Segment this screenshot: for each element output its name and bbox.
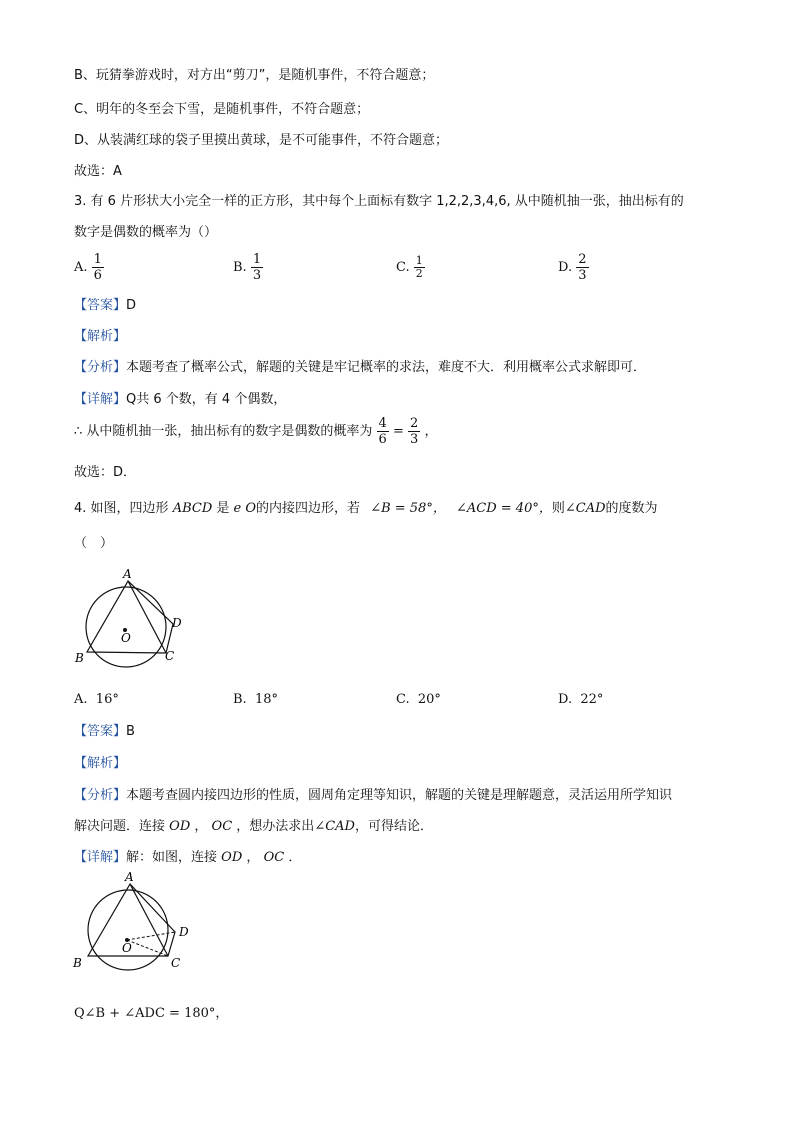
detail-tag: 【详解】 bbox=[74, 850, 127, 865]
numerator: 1 bbox=[252, 252, 262, 267]
option-label: A. bbox=[74, 260, 88, 275]
segment-oc-dashed bbox=[127, 940, 168, 956]
numerator: 1 bbox=[93, 252, 102, 267]
denominator: 3 bbox=[410, 432, 419, 447]
answer-value: B bbox=[126, 724, 135, 739]
fenxi-text: ，可得结论． bbox=[354, 819, 433, 834]
q3-option-c bbox=[396, 255, 425, 280]
denominator: 3 bbox=[252, 268, 262, 283]
segment-od: OD bbox=[169, 819, 191, 834]
angle-acd: ∠ACD = 40°， bbox=[455, 501, 552, 516]
q3-detail-2 bbox=[74, 416, 437, 447]
segment-ac bbox=[128, 581, 166, 653]
angle-b: ∠B = 58°， bbox=[370, 501, 446, 516]
numerator: 1 bbox=[415, 254, 423, 267]
fraction bbox=[92, 252, 104, 283]
label-a: A bbox=[125, 870, 134, 884]
numerator: 4 bbox=[378, 416, 387, 431]
answer-value: D bbox=[126, 298, 137, 313]
denominator: 6 bbox=[378, 432, 387, 447]
stem-text: 的度数为 bbox=[605, 501, 658, 516]
detail-text: Q共 6 个数，有 4 个偶数， bbox=[126, 392, 287, 407]
fraction bbox=[377, 416, 389, 447]
segment-oc: OC bbox=[263, 850, 285, 865]
fenxi-tag: 【分析】 bbox=[74, 360, 127, 375]
q3-choose: 故选：D． bbox=[74, 465, 137, 480]
q3-fenxi bbox=[74, 360, 646, 376]
q4-figure bbox=[70, 566, 190, 674]
answer-tag: 【答案】 bbox=[74, 724, 127, 739]
label-b: B bbox=[73, 956, 82, 970]
stem-text: 4. 如图，四边形 bbox=[74, 501, 169, 516]
option-d-explanation: D、从装满红球的袋子里摸出黄球，是不可能事件，不符合题意； bbox=[74, 133, 449, 148]
fenxi-text: ，想办法求出 bbox=[236, 819, 315, 834]
label-c: C bbox=[171, 956, 181, 970]
option-label: C. bbox=[396, 692, 410, 707]
fraction bbox=[408, 416, 420, 447]
q4-stem-line1 bbox=[74, 501, 658, 517]
fenxi-text: 解决问题．连接 bbox=[74, 819, 166, 834]
option-label: B. bbox=[233, 692, 247, 707]
punctuation: ， bbox=[194, 819, 208, 834]
q3-answer bbox=[74, 298, 136, 314]
option-b-explanation: B、玩猜拳游戏时，对方出“剪刀”，是随机事件，不符合题意； bbox=[74, 68, 435, 83]
segment-od: OD bbox=[221, 850, 243, 865]
circle-name: e O bbox=[233, 501, 257, 516]
option-label: A. bbox=[74, 692, 88, 707]
q3-option-b bbox=[233, 252, 263, 283]
label-b: B bbox=[75, 651, 84, 665]
label-d: D bbox=[172, 616, 182, 630]
q4-final-line: Q∠B + ∠ADC = 180°， bbox=[74, 1006, 229, 1021]
q3-option-d bbox=[558, 252, 589, 283]
q4-analysis-tag bbox=[74, 756, 126, 772]
label-c: C bbox=[165, 649, 175, 663]
option-value: 22° bbox=[580, 692, 604, 707]
circle-o bbox=[86, 587, 166, 667]
punctuation: ， bbox=[246, 850, 260, 865]
q4-option-c bbox=[396, 692, 441, 707]
label-a: A bbox=[123, 567, 132, 581]
detail-text: ∴ 从中随机抽一张，抽出标有的数字是偶数的概率为 bbox=[74, 424, 373, 439]
analysis-tag: 【解析】 bbox=[74, 329, 127, 344]
denominator: 3 bbox=[578, 268, 587, 283]
numerator: 2 bbox=[410, 416, 419, 431]
q4-option-b bbox=[233, 692, 278, 707]
stem-text: 则 bbox=[551, 501, 565, 516]
q4-stem-line2: （ ） bbox=[74, 536, 114, 551]
punctuation: ， bbox=[424, 424, 438, 439]
option-value: 18° bbox=[254, 692, 278, 707]
label-o: O bbox=[122, 941, 132, 955]
q3-analysis-tag bbox=[74, 329, 126, 345]
option-value: 20° bbox=[417, 692, 441, 707]
q4-option-d bbox=[558, 692, 603, 707]
q3-stem-line2: 数字是偶数的概率为（） bbox=[74, 225, 218, 240]
q4-detail bbox=[74, 850, 301, 866]
q4-solution-figure bbox=[70, 870, 195, 978]
option-value: 16° bbox=[95, 692, 119, 707]
q3-option-a bbox=[74, 252, 104, 283]
equals-sign: = bbox=[392, 424, 404, 439]
punctuation: ． bbox=[288, 850, 302, 865]
label-o: O bbox=[121, 631, 131, 645]
stem-text: 是 bbox=[216, 501, 230, 516]
q4-fenxi-line1 bbox=[74, 788, 672, 804]
denominator: 6 bbox=[93, 268, 102, 283]
numerator: 2 bbox=[578, 252, 587, 267]
choice-result: 故选：A bbox=[74, 164, 122, 179]
segment-ac bbox=[130, 884, 168, 956]
quad-name: ABCD bbox=[172, 501, 213, 516]
detail-text: 解：如图，连接 bbox=[126, 850, 218, 865]
fraction bbox=[576, 252, 588, 283]
detail-tag: 【详解】 bbox=[74, 392, 127, 407]
denominator: 2 bbox=[415, 267, 423, 280]
analysis-tag: 【解析】 bbox=[74, 756, 127, 771]
angle-cad: ∠CAD bbox=[564, 501, 606, 516]
fenxi-text: 本题考查圆内接四边形的性质，圆周角定理等知识，解题的关键是理解题意，灵活运用所学知识 bbox=[126, 788, 673, 803]
stem-text: 的内接四边形，若 bbox=[256, 501, 361, 516]
option-label: C. bbox=[396, 260, 410, 275]
option-c-explanation: C、明年的冬至会下雪，是随机事件，不符合题意； bbox=[74, 102, 370, 117]
option-label: D. bbox=[558, 692, 573, 707]
angle-cad: ∠CAD bbox=[314, 819, 355, 834]
fenxi-text: 本题考查了概率公式，解题的关键是牢记概率的求法，难度不大．利用概率公式求解即可． bbox=[126, 360, 647, 375]
fenxi-tag: 【分析】 bbox=[74, 788, 127, 803]
label-d: D bbox=[179, 925, 189, 939]
q4-answer bbox=[74, 724, 135, 740]
option-label: D. bbox=[558, 260, 573, 275]
q3-stem-line1: 3. 有 6 片形状大小完全一样的正方形，其中每个上面标有数字 1,2,2,3,4,6, 从中随机抽一张，抽出标有的 bbox=[74, 194, 684, 209]
q4-option-a bbox=[74, 692, 119, 707]
circle-o bbox=[88, 890, 168, 970]
answer-tag: 【答案】 bbox=[74, 298, 127, 313]
q3-detail bbox=[74, 392, 286, 408]
fraction bbox=[251, 252, 263, 283]
segment-oc: OC bbox=[211, 819, 233, 834]
option-label: B. bbox=[233, 260, 247, 275]
fraction bbox=[414, 255, 425, 280]
q4-fenxi-line2 bbox=[74, 819, 433, 835]
